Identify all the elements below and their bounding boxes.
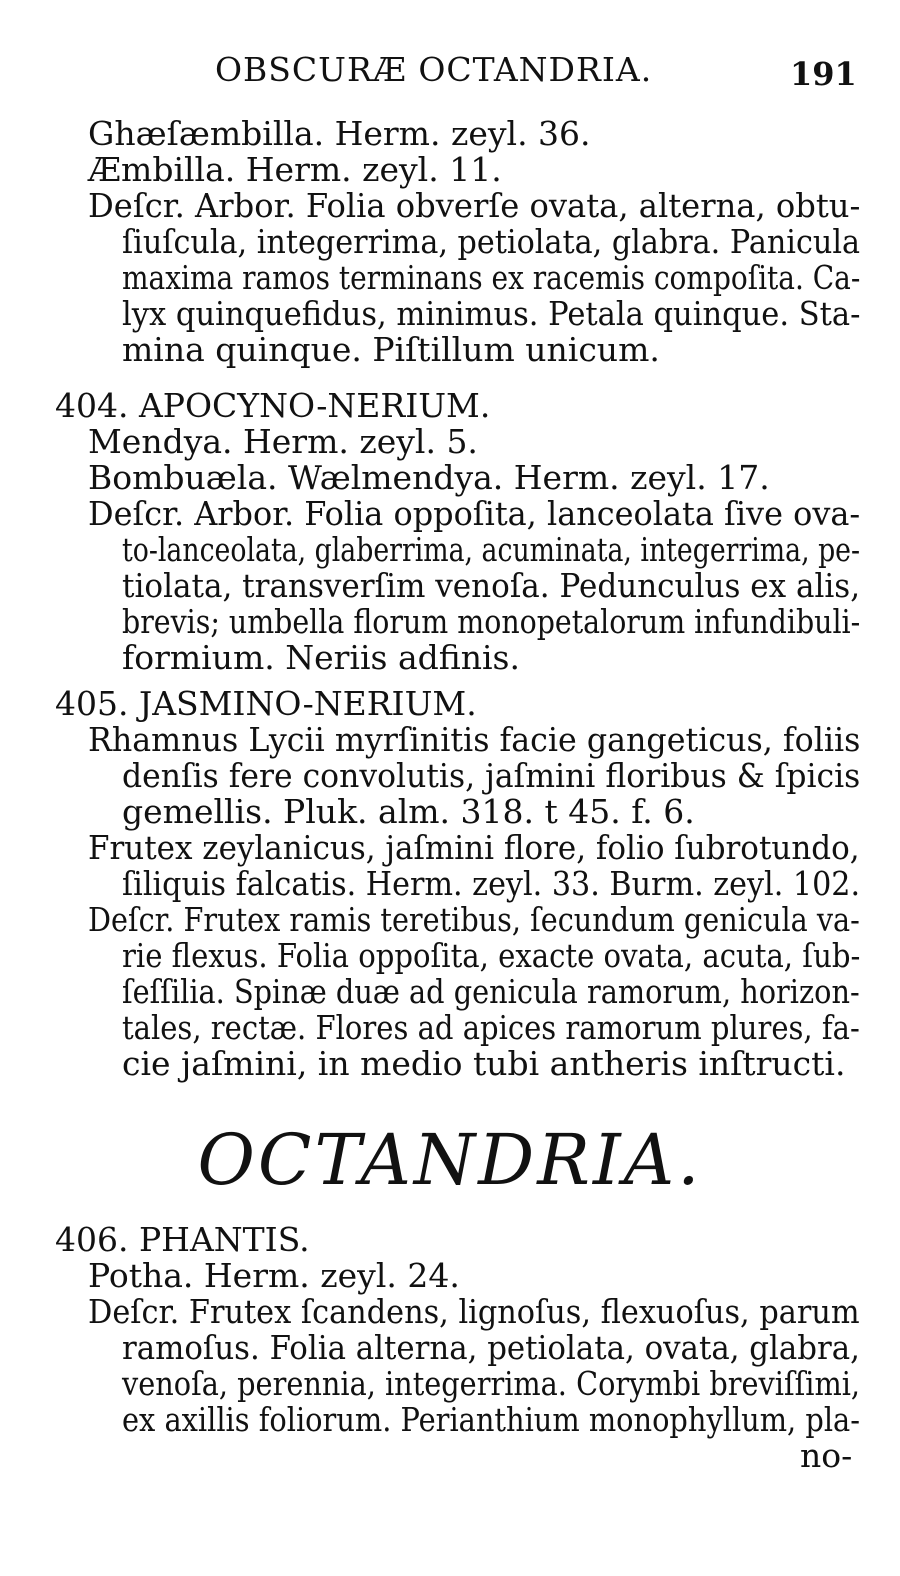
text-line: formium. Neriis adfinis.	[122, 638, 520, 677]
section-title: OCTANDRIA.	[197, 1119, 703, 1201]
text-line: venoſa, perennia, integerrima. Corymbi breviſſimi,	[122, 1364, 861, 1403]
text-line: no-	[800, 1436, 853, 1475]
text-line: ſiliquis falcatis. Herm. zeyl. 33. Burm. zeyl. 102.	[122, 864, 861, 903]
text-line: Ghæſæmbilla. Herm. zeyl. 36.	[88, 114, 591, 153]
text-line: Deſcr. Frutex ramis teretibus, ſecundum genicula va-	[88, 900, 860, 939]
text-line: Mendya. Herm. zeyl. 5.	[88, 422, 478, 461]
text-line: mina quinque. Piſtillum unicum.	[122, 330, 660, 369]
text-line: ramoſus. Folia alterna, petiolata, ovata, glabra,	[122, 1328, 860, 1367]
text-line: ex axillis foliorum. Perianthium monophyllum, pla-	[122, 1400, 860, 1439]
text-line: Deſcr. Arbor. Folia obverſe ovata, alterna, obtu-	[88, 186, 861, 225]
text-line: brevis; umbella florum monopetalorum infundibuli-	[122, 602, 861, 641]
text-line: Æmbilla. Herm. zeyl. 11.	[88, 150, 502, 189]
text-line: maxima ramos terminans ex racemis compoſita. Ca-	[122, 258, 861, 297]
text-line: 405. JASMINO-NERIUM.	[55, 684, 477, 723]
text-line: ſiuſcula, integerrima, petiolata, glabra. Panicula	[122, 222, 861, 261]
page-number: 191	[790, 55, 857, 93]
text-line: 404. APOCYNO-NERIUM.	[55, 386, 491, 425]
running-head: OBSCURÆ OCTANDRIA.	[215, 50, 653, 89]
text-line: Frutex zeylanicus, jaſmini flore, folio ſubrotundo,	[88, 828, 860, 867]
text-line: to-lanceolata, glaberrima, acuminata, integerrima, pe-	[122, 530, 861, 569]
text-line: lyx quinquefidus, minimus. Petala quinque. Sta-	[122, 294, 861, 333]
text-line: Deſcr. Frutex ſcandens, lignoſus, flexuoſus, parum	[88, 1292, 860, 1331]
text-line: tales, rectæ. Flores ad apices ramorum plures, fa-	[122, 1008, 860, 1047]
text-line: ſeſſilia. Spinæ duæ ad genicula ramorum, horizon-	[122, 972, 860, 1011]
text-line: Bombuæla. Wælmendya. Herm. zeyl. 17.	[88, 458, 770, 497]
text-line: tiolata, transverſim venoſa. Pedunculus ex alis,	[122, 566, 861, 605]
text-line: rie flexus. Folia oppoſita, exacte ovata, acuta, ſub-	[122, 936, 861, 975]
text-line: denſis fere convolutis, jaſmini floribus & ſpicis	[122, 756, 861, 795]
text-line: Potha. Herm. zeyl. 24.	[88, 1256, 460, 1295]
text-line: cie jaſmini, in medio tubi antheris inſtructi.	[122, 1044, 846, 1083]
text-line: 406. PHANTIS.	[55, 1220, 310, 1259]
text-line: gemellis. Pluk. alm. 318. t 45. f. 6.	[122, 792, 695, 831]
text-line: Deſcr. Arbor. Folia oppoſita, lanceolata ſive ova-	[88, 494, 861, 533]
text-line: Rhamnus Lycii myrſinitis facie gangeticus, foliis	[88, 720, 861, 759]
